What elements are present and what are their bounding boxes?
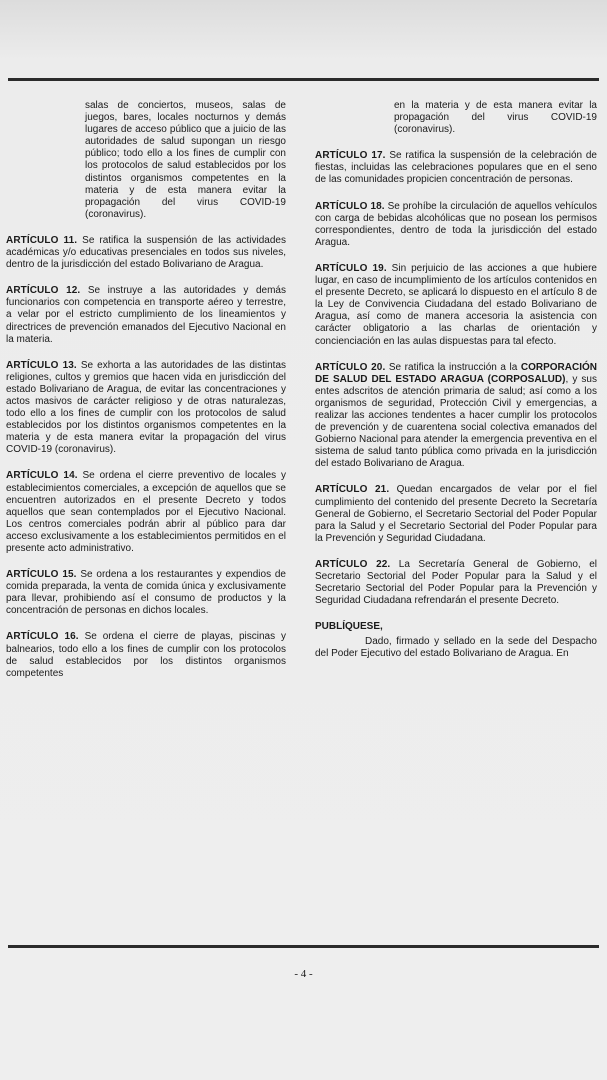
bottom-rule (8, 945, 599, 948)
article-label: ARTÍCULO 12. (6, 285, 81, 297)
page-number: - 4 - (294, 968, 313, 980)
article-text: Quedan encargados de velar por el fiel cumplimiento del contenido del presente Decreto la Secretaría General de Gobierno, el Secretario Sectorial del Poder Popular para la Salud y el Secretario Sectorial del Poder Popular para la Prevención y Seguridad Ciudadana. (315, 484, 598, 544)
article-text: Se ordena a los restaurantes y expendios de comida preparada, la venta de comida única y exclusivamente para llevar, prohibiendo así el consumo de productos y la concentración de personas en dichos locales. (6, 569, 286, 617)
publiquese-title: PUBLÍQUESE, (315, 621, 383, 633)
article-text: , y sus entes adscritos de atención primaria de salud; así como a los organismos de seguridad, Protección Civil y emergencias, a realizar las acciones tendentes a hacer cumplir los protocolos de prevención y de cuarentena social colectiva emanados del Gobierno Nacional para atender la emergencia preventiva en el sistema de salud tanto pública como privada en la jurisdicción del estado Bolivariano de Aragua. (315, 373, 597, 470)
article-text: Se exhorta a las autoridades de las distintas religiones, cultos y gremios que hacen vida en jurisdicción del estado Bolivariano de Aragua, de evitar las concentraciones y actos masivos de carácter religioso y de otras naturalezas, todo ello a los fines de cumplir con los protocolos de salud establecidos por los distintos organismos competentes en la materia y de esta manera evitar la propagación del virus COVID-19 (coronavirus). (6, 359, 287, 456)
article-22 (315, 559, 597, 607)
continued-paragraph: salas de conciertos, museos, salas de juegos, bares, locales nocturnos y demás lugares de acceso público que a juicio de las autoridades de salud supongan un riesgo público; todo ello a los fines de cumplir con los protocolos de salud establecidos por los distintos organismos competentes en la materia y de esta manera evitar la propagación del virus COVID-19 (coronavirus). (85, 100, 286, 220)
article-19 (315, 263, 597, 348)
top-rule (8, 78, 599, 81)
article-16 (6, 631, 286, 679)
article-11 (6, 235, 286, 271)
article-label: ARTÍCULO 14. (6, 470, 78, 482)
article-14 (6, 470, 286, 555)
left-column (6, 100, 286, 694)
article-21 (315, 484, 597, 544)
article-label: ARTÍCULO 22. (315, 558, 391, 570)
article-text: Se ratifica la suspensión de la celebración de fiestas, incluidas las celebraciones populares que en el seno de las comunidades propicien concentración de personas. (315, 150, 597, 186)
article-12 (6, 285, 286, 345)
article-label: ARTÍCULO 19. (315, 262, 387, 274)
article-text: Se ratifica la instrucción a la (388, 361, 521, 373)
article-label: ARTÍCULO 17. (315, 150, 386, 162)
publiquese-section (315, 621, 597, 660)
article-text: Se prohíbe la circulación de aquellos vehículos con carga de bebidas alcohólicas que no posean los permisos correspondientes, dentro de toda la jurisdicción del estado Aragua. (315, 200, 598, 248)
article-text: Sin perjuicio de las acciones a que hubiere lugar, en caso de incumplimiento de los artículos contenidos en el presente Decreto, se aplicará lo dispuesto en el artículo 8 de la Ley de Convivencia Ciudadana del estado Bolivariano de Aragua, así como de manera accesoria la asistencia con carácter obligatorio a las charlas de orientación y concienciación en las aulas dispuestas para tal efecto. (315, 262, 597, 347)
article-label: ARTÍCULO 15. (6, 569, 77, 581)
article-label: ARTÍCULO 13. (6, 359, 77, 371)
article-label: ARTÍCULO 16. (6, 631, 79, 643)
article-label: ARTÍCULO 18. (315, 200, 385, 212)
article-15 (6, 569, 286, 617)
article-label: ARTÍCULO 20. (315, 361, 386, 373)
right-column (315, 100, 597, 675)
article-text: Se ratifica la suspensión de las actividades académicas y/o educativas presenciales en todos sus niveles, dentro de la jurisdicción del estado Bolivariano de Aragua. (6, 234, 286, 271)
article-17 (315, 150, 597, 186)
article-label: ARTÍCULO 21. (315, 484, 390, 496)
corposalud-name: CORPORACIÓN DE SALUD DEL ESTADO ARAGUA (CORPOSALUD) (315, 361, 597, 385)
article-text: Se instruye a las autoridades y demás funcionarios con competencia en transporte aéreo y terrestre, a velar por el estricto cumplimiento de los lineamientos y directrices de prevención emanados del Ejecutivo Nacional en la materia. (6, 285, 286, 345)
article-text: La Secretaría General de Gobierno, el Secretario Sectorial del Poder Popular para la Salud y el Secretario Sectorial del Poder Popular para la Prevención y Seguridad Ciudadana refrendarán el presente Decreto. (315, 558, 598, 607)
article-13 (6, 360, 286, 457)
article-text: Se ordena el cierre preventivo de locales y establecimientos comerciales, a excepción de aquellos que se encuentren autorizados en el presente Decreto y todos aquellos que sean contemplados por el Ejecutivo Nacional. Los centros comerciales podrán abrir al público para dar acceso exclusivamente a los establecimientos permitidos en el presente acto administrativo. (6, 470, 287, 554)
article-20 (315, 362, 597, 471)
article-18 (315, 201, 597, 249)
article-text: Se ordena el cierre de playas, piscinas y balnearios, todo ello a los fines de cumplir con los protocolos de salud establecidos por los distintos organismos competentes (6, 631, 286, 679)
continued-paragraph: en la materia y de esta manera evitar la propagación del virus COVID-19 (coronavirus). (394, 100, 597, 136)
publiquese-text: Dado, firmado y sellado en la sede del Despacho del Poder Ejecutivo del estado Bolivariano de Aragua. En (315, 636, 597, 660)
article-label: ARTÍCULO 11. (6, 234, 78, 246)
